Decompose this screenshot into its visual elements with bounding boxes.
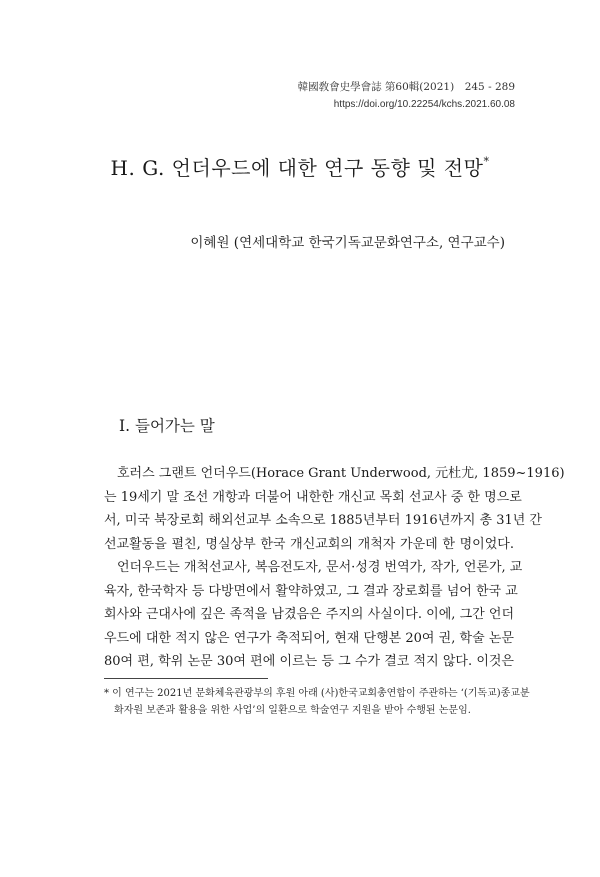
body-line: 회사와 근대사에 깊은 족적을 남겼음은 주지의 사실이다. 이에, 그간 언더 (104, 607, 514, 622)
body-line: 우드에 대한 적지 않은 연구가 축적되어, 현재 단행본 20여 권, 학술 논문 (104, 630, 514, 646)
journal-citation: 韓國敎會史學會誌 第60輯(2021) 245 - 289 (297, 81, 515, 93)
footnote-line: * 이 연구는 2021년 문화체육관광부의 후원 아래 (사)한국교회총연합이 주관하는 ‘(기독교)종교분 (104, 688, 530, 699)
footnote (104, 685, 530, 719)
author-line: 이혜원 (연세대학교 한국기독교문화연구소, 연구교수) (190, 235, 505, 251)
article-title-text: H. G. 언더우드에 대한 연구 동향 및 전망 (110, 156, 484, 180)
article-title (0, 152, 600, 181)
section-heading: I. 들어가는 말 (119, 417, 215, 435)
footnote-divider (104, 678, 268, 679)
body-line: 는 19세기 말 조선 개항과 더불어 내한한 개신교 목회 선교사 중 한 명으로 (104, 489, 522, 505)
doi-link[interactable]: https://doi.org/10.22254/kchs.2021.60.08 (333, 99, 515, 110)
body-line: 서, 미국 북장로회 해외선교부 소속으로 1885년부터 1916년까지 총 31년 간 (104, 513, 542, 528)
body-line: 80여 편, 학위 논문 30여 편에 이르는 등 그 수가 결코 적지 않다. 이것은 (104, 654, 514, 669)
footnote-line: 화자원 보존과 활용을 위한 사업’의 일환으로 학술연구 지원을 받아 수행된 논문임. (114, 705, 471, 716)
title-footnote-mark[interactable]: * (483, 155, 490, 169)
body-line: 육자, 한국학자 등 다방면에서 활약하였고, 그 결과 장로회를 넘어 한국 교 (104, 583, 518, 599)
journal-header (298, 79, 515, 113)
body-paragraphs (104, 462, 565, 674)
body-line: 선교활동을 펼친, 명실상부 한국 개신교회의 개척자 가운데 한 명이었다. (104, 536, 514, 552)
body-line: 호러스 그랜트 언더우드(Horace Grant Underwood, 元杜尤, 1859~1916) (104, 466, 565, 481)
body-line: 언더우드는 개척선교사, 복음전도자, 문서·성경 번역가, 작가, 언론가, 교 (104, 560, 523, 575)
